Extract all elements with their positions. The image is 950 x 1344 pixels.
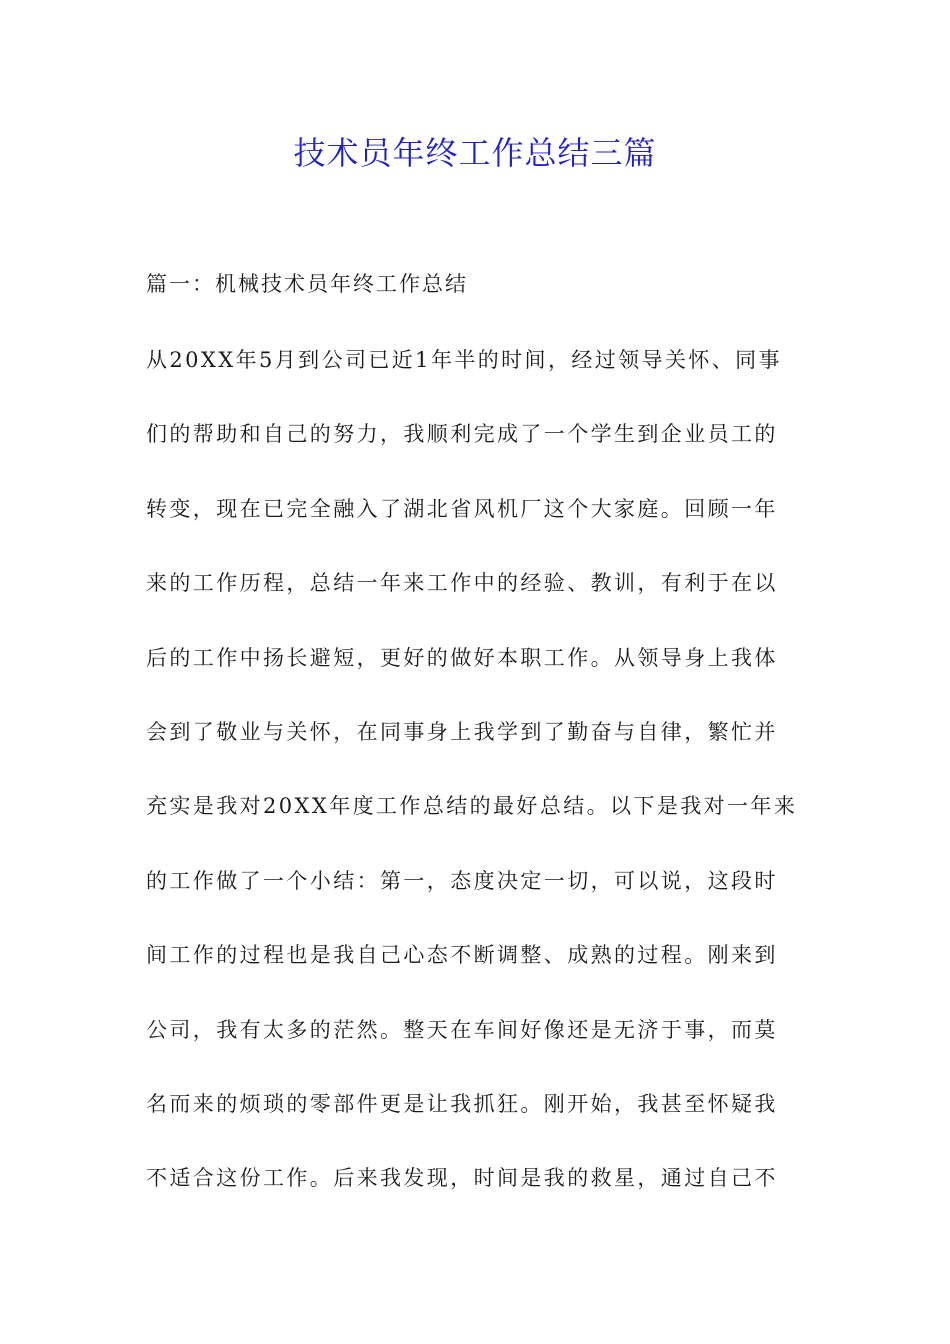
- body-line: 间工作的过程也是我自己心态不断调整、成熟的过程。刚来到: [146, 943, 778, 968]
- body-line: 会到了敬业与关怀，在同事身上我学到了勤奋与自律，繁忙并: [146, 719, 778, 744]
- body-line: 来的工作历程，总结一年来工作中的经验、教训，有利于在以: [146, 571, 778, 596]
- body-line: 名而来的烦琐的零部件更是让我抓狂。刚开始，我甚至怀疑我: [146, 1091, 778, 1116]
- body-line: 转变，现在已完全融入了湖北省风机厂这个大家庭。回顾一年: [146, 496, 778, 521]
- body-line: 公司，我有太多的茫然。整天在车间好像还是无济于事，而莫: [146, 1017, 778, 1042]
- body-line: 后的工作中扬长避短，更好的做好本职工作。从领导身上我体: [146, 645, 778, 670]
- body-text: [146, 340, 806, 1233]
- body-line: 不适合这份工作。后来我发现，时间是我的救星，通过自己不: [146, 1166, 778, 1191]
- body-line: 充实是我对20XX年度工作总结的最好总结。以下是我对一年来: [146, 794, 798, 819]
- document-title: 技术员年终工作总结三篇: [293, 134, 657, 172]
- body-line: 从20XX年5月到公司已近1年半的时间，经过领导关怀、同事: [146, 348, 782, 372]
- body-line: 的工作做了一个小结：第一，态度决定一切，可以说，这段时: [146, 868, 778, 893]
- section-heading: 篇一：机械技术员年终工作总结: [146, 272, 468, 296]
- body-line: 们的帮助和自己的努力，我顺利完成了一个学生到企业员工的: [146, 422, 778, 447]
